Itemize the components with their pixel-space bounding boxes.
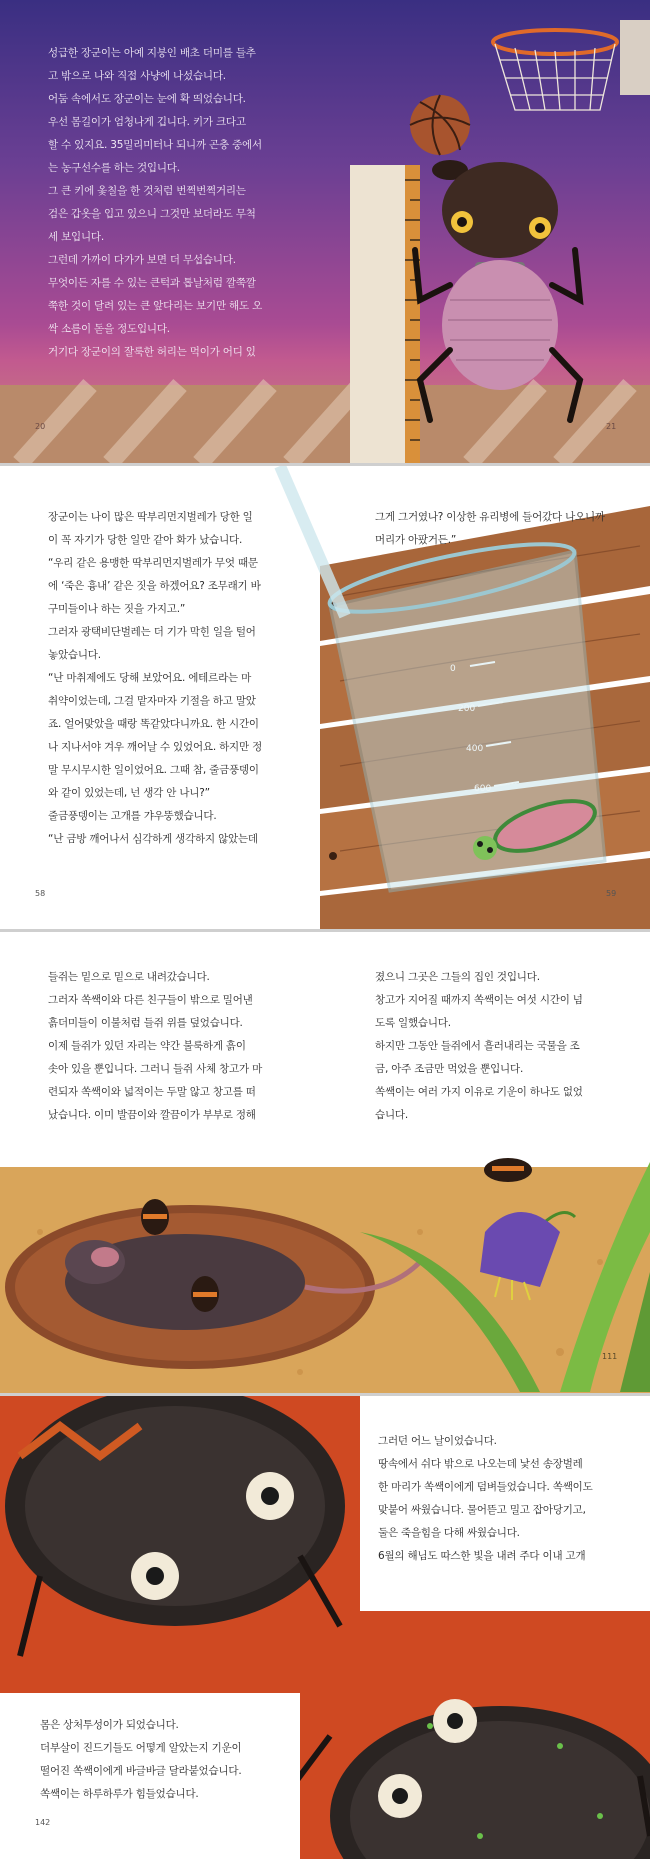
paragraph-line: 그러던 어느 날이었습니다.: [378, 1435, 497, 1447]
paragraph-line: 말 무시무시한 일이었어요. 그때 참, 줄금풍뎅이: [48, 764, 259, 776]
paragraph-line: “우리 같은 용맹한 딱부리먼지벌레가 무엇 때문: [48, 557, 258, 569]
paragraph-line: 그게 그거였나? 이상한 유리병에 들어갔다 나오니까: [375, 511, 605, 523]
beaker-mark-label: 600: [474, 784, 492, 794]
left-page-text: [48, 966, 338, 1127]
book-spread-1: [0, 0, 650, 463]
paragraph-line: 는 농구선수를 하는 것입니다.: [48, 162, 180, 174]
left-page-text: [40, 1714, 300, 1806]
paragraph-line: 줄금풍뎅이는 고개를 갸우뚱했습니다.: [48, 810, 217, 822]
paragraph-line: 할 수 있지요. 35밀리미터나 되니까 곤충 중에서: [48, 139, 262, 151]
paragraph-line: 그러자 쏙쌕이와 다른 친구들이 밖으로 밀어낸: [48, 994, 253, 1006]
right-page-text: [378, 1430, 648, 1568]
paragraph-line: 놓았습니다.: [48, 649, 101, 661]
paragraph-line: 더부살이 진드기들도 어떻게 알았는지 기운이: [40, 1742, 242, 1754]
paragraph-line: 떨어진 쏙쌕이에게 바글바글 달라붙었습니다.: [40, 1765, 242, 1777]
paragraph-line: 금, 아주 조금만 먹었을 뿐입니다.: [375, 1063, 524, 1075]
paragraph-line: 성급한 장군이는 아예 지붕인 배초 더미를 들추: [48, 47, 256, 59]
paragraph-line: 취약이었는데, 그걸 맡자마자 기절을 하고 말았: [48, 695, 256, 707]
paragraph-line: 머리가 아팠거든.”: [375, 534, 457, 546]
paragraph-line: “난 마취제에도 당해 보았어요. 에테르라는 마: [48, 672, 252, 684]
page-number-left: 20: [35, 422, 46, 431]
paragraph-line: 흙더미들이 이불처럼 들쥐 위를 덮었습니다.: [48, 1017, 243, 1029]
paragraph-line: 쭉한 것이 달려 있는 큰 앞다리는 보기만 해도 오: [48, 300, 263, 312]
beaker-mark-label: 200: [458, 704, 476, 714]
page-number-right: 59: [606, 889, 617, 898]
paragraph-line: 무엇이든 자를 수 있는 큰턱과 톱날처럼 깔쭉깔: [48, 277, 256, 289]
paragraph-line: 들쥐는 밑으로 밑으로 내려갔습니다.: [48, 971, 210, 983]
book-spread-3: [0, 932, 650, 1393]
paragraph-line: 장군이는 나이 많은 딱부리먼지벌레가 당한 일: [48, 511, 253, 523]
paragraph-line: 둘은 죽을힘을 다해 싸웠습니다.: [378, 1527, 520, 1539]
page-number-right: 111: [602, 1352, 618, 1361]
page-number-right: 21: [606, 422, 617, 431]
paragraph-line: 이제 들쥐가 있던 자리는 약간 불룩하게 흙이: [48, 1040, 246, 1052]
paragraph-line: 하지만 그동안 들쥐에서 흘러내리는 국물을 조: [375, 1040, 580, 1052]
book-spread-4: [0, 1396, 650, 1859]
book-spread-2: [0, 466, 650, 929]
paragraph-line: 맞붙어 싸웠습니다. 물어뜯고 밀고 잡아당기고,: [378, 1504, 586, 1516]
right-page-text: [375, 506, 645, 552]
page-number-left: 58: [35, 889, 46, 898]
paragraph-line: 싹 소름이 돋을 정도입니다.: [48, 323, 170, 335]
paragraph-line: 이 꼭 자기가 당한 일만 같아 화가 났습니다.: [48, 534, 243, 546]
paragraph-line: 어둠 속에서도 장군이는 눈에 확 띄었습니다.: [48, 93, 246, 105]
paragraph-line: 한 마리가 쏙쌕이에게 덤벼들었습니다. 쏙쌕이도: [378, 1481, 593, 1493]
paragraph-line: 그런데 가까이 다가가 보면 더 무섭습니다.: [48, 254, 236, 266]
paragraph-line: 솟아 있을 뿐입니다. 그러니 들쥐 사체 창고가 마: [48, 1063, 263, 1075]
paragraph-line: 났습니다. 이미 발끔이와 깔끔이가 부부로 정해: [48, 1109, 256, 1121]
paragraph-line: 고 밖으로 나와 직접 사냥에 나섰습니다.: [48, 70, 226, 82]
paragraph-line: 구미들이나 하는 짓을 가지고.”: [48, 603, 186, 615]
paragraph-line: 6월의 해님도 따스한 빛을 내려 주다 이내 고개: [378, 1550, 586, 1562]
paragraph-line: 우선 몸길이가 엄청나게 깁니다. 키가 크다고: [48, 116, 246, 128]
paragraph-line: 와 같이 있었는데, 넌 생각 안 나니?”: [48, 787, 210, 799]
left-page-text: [48, 42, 348, 364]
paragraph-line: 거기다 장군이의 잘룩한 허리는 먹이가 어디 있: [48, 346, 256, 358]
paragraph-line: 몸은 상처투성이가 되었습니다.: [40, 1719, 179, 1731]
paragraph-line: 쏙쌕이는 여러 가지 이유로 기운이 하나도 없었: [375, 1086, 583, 1098]
paragraph-line: 습니다.: [375, 1109, 408, 1121]
right-page-text: [375, 966, 645, 1127]
paragraph-line: 죠. 얼어맞았을 때랑 똑같았다니까요. 한 시간이: [48, 718, 259, 730]
paragraph-line: 검은 갑옷을 입고 있으니 그것만 보더라도 무척: [48, 208, 256, 220]
beaker-mark-label: 0: [450, 664, 456, 674]
paragraph-line: 세 보입니다.: [48, 231, 104, 243]
left-page-text: [48, 506, 338, 851]
paragraph-line: 련되자 쏙쌕이와 넓적이는 두말 않고 창고를 떠: [48, 1086, 256, 1098]
page-number-left: 142: [35, 1818, 51, 1827]
paragraph-line: 그 큰 키에 옻칠을 한 것처럼 번쩍번쩍거리는: [48, 185, 246, 197]
paragraph-line: 나 지나서야 겨우 깨어날 수 있었어요. 하지만 정: [48, 741, 263, 753]
paragraph-line: 도록 일했습니다.: [375, 1017, 451, 1029]
paragraph-line: 땅속에서 쉬다 밖으로 나오는데 낯선 송장벌레: [378, 1458, 583, 1470]
paragraph-line: 에 ‘죽은 흉내’ 같은 짓을 하겠어요? 조무래기 바: [48, 580, 261, 592]
paragraph-line: 쏙쌕이는 하루하루가 힘들었습니다.: [40, 1788, 199, 1800]
paragraph-line: “난 금방 깨어나서 심각하게 생각하지 않았는데: [48, 833, 258, 845]
beaker-mark-label: 400: [466, 744, 484, 754]
paragraph-line: 졌으니 그곳은 그들의 집인 것입니다.: [375, 971, 540, 983]
paragraph-line: 창고가 지어질 때까지 쏙쌕이는 여섯 시간이 넘: [375, 994, 583, 1006]
paragraph-line: 그러자 광택비단벌레는 더 기가 막힌 일을 털어: [48, 626, 256, 638]
